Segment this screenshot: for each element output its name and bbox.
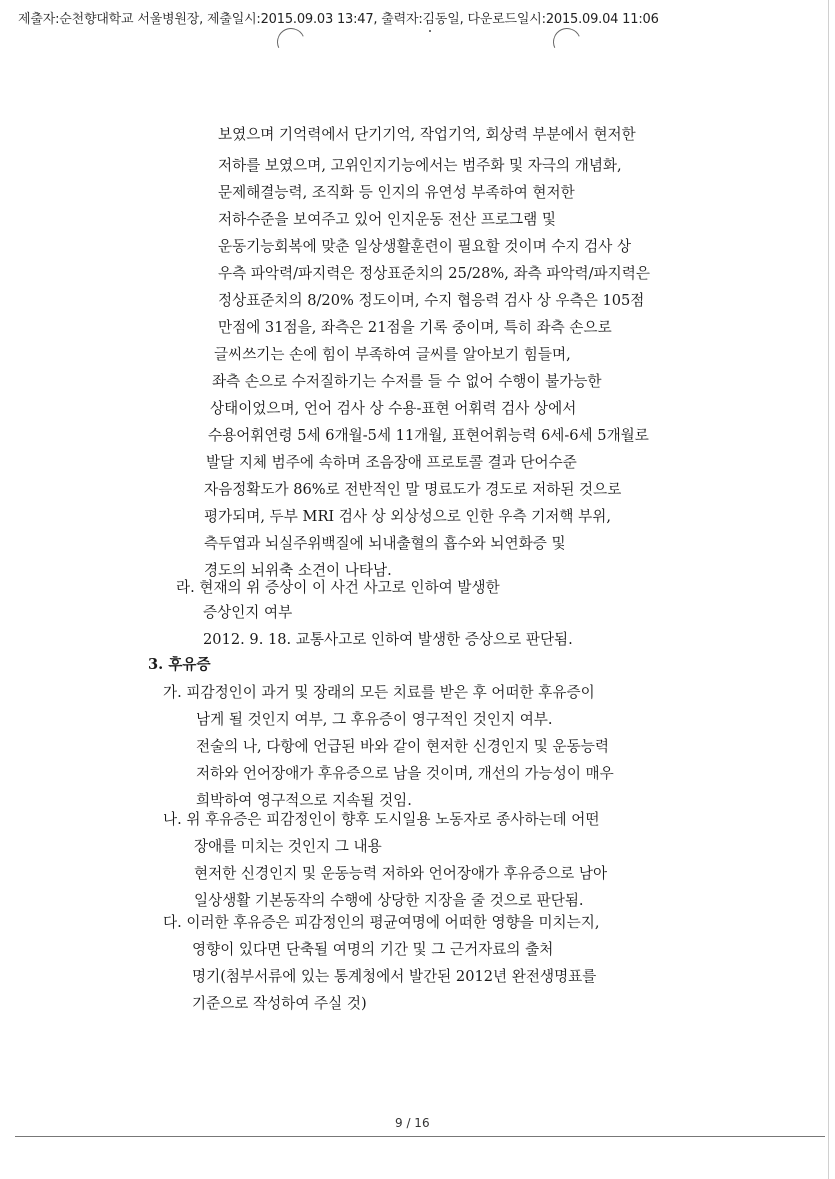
body-line: 운동기능회복에 맞춘 일상생활훈련이 필요할 것이며 수지 검사 상 — [218, 238, 632, 255]
punch-hole-mark — [549, 24, 585, 60]
body-line: 문제해결능력, 조직화 등 인지의 유연성 부족하여 현저한 — [218, 184, 575, 201]
body-line: 수용어휘연령 5세 6개월-5세 11개월, 표현어휘능력 6세-6세 5개월로 — [208, 427, 649, 444]
body-line: 보였으며 기억력에서 단기기억, 작업기억, 회상력 부분에서 현저한 — [218, 126, 636, 143]
item-ga-question: 남게 될 것인지 여부, 그 후유증이 영구적인 것인지 여부. — [196, 711, 553, 728]
item-da-question: 명기(첨부서류에 있는 통계청에서 발간된 2012년 완전생명표를 — [192, 968, 597, 985]
footer-rule — [15, 1136, 825, 1137]
body-line: 저하수준을 보여주고 있어 인지운동 전산 프로그램 및 — [218, 211, 556, 228]
item-ra-question: 증상인지 여부 — [203, 604, 293, 621]
body-line: 평가되며, 두부 MRI 검사 상 외상성으로 인한 우측 기저핵 부위, — [204, 508, 611, 525]
body-line: 상태이었으며, 언어 검사 상 수용-표현 어휘력 검사 상에서 — [210, 400, 577, 417]
item-na-answer: 현저한 신경인지 및 운동능력 저하와 언어장애가 후유증으로 남아 — [194, 865, 608, 882]
page-number: 9 / 16 — [395, 1116, 430, 1130]
scan-dot — [429, 30, 431, 32]
item-ra-answer: 2012. 9. 18. 교통사고로 인하여 발생한 증상으로 판단됨. — [203, 631, 573, 648]
item-ga-answer: 저하와 언어장애가 후유증으로 남을 것이며, 개선의 가능성이 매우 — [196, 765, 614, 782]
body-line: 글씨쓰기는 손에 힘이 부족하여 글씨를 알아보기 힘들며, — [214, 346, 571, 363]
item-da-question: 다. 이러한 후유증은 피감정인의 평균여명에 어떠한 영향을 미치는지, — [163, 914, 600, 931]
item-ga-answer: 전술의 나, 다항에 언급된 바와 같이 현저한 신경인지 및 운동능력 — [196, 738, 609, 755]
item-da-question: 기준으로 작성하여 주실 것) — [192, 995, 367, 1012]
section-title: 3. 후유증 — [148, 656, 211, 673]
body-line: 정상표준치의 8/20% 정도이며, 수지 협응력 검사 상 우측은 105점 — [218, 292, 645, 309]
submission-header: 제출자:순천향대학교 서울병원장, 제출일시:2015.09.03 13:47, 출력자:김동일, 다운로드일시:2015.09.04 11:06 — [18, 12, 659, 27]
page-edge — [828, 0, 829, 1179]
punch-hole-mark — [273, 24, 309, 60]
item-ra-question: 라. 현재의 위 증상이 이 사건 사고로 인하여 발생한 — [176, 579, 500, 596]
item-ga-answer: 희박하여 영구적으로 지속될 것임. — [196, 792, 412, 809]
body-line: 발달 지체 범주에 속하며 조음장애 프로토콜 결과 단어수준 — [206, 454, 577, 471]
body-line: 저하를 보였으며, 고위인지기능에서는 범주화 및 자극의 개념화, — [218, 157, 622, 174]
body-line: 측두엽과 뇌실주위백질에 뇌내출혈의 흡수와 뇌연화증 및 — [204, 535, 566, 552]
body-line: 경도의 뇌위축 소견이 나타남. — [204, 562, 392, 579]
item-na-question: 나. 위 후유증은 피감정인이 향후 도시일용 노동자로 종사하는데 어떤 — [163, 811, 600, 828]
body-line: 좌측 손으로 수저질하기는 수저를 들 수 없어 수행이 불가능한 — [212, 373, 602, 390]
body-line: 우측 파악력/파지력은 정상표준치의 25/28%, 좌측 파악력/파지력은 — [218, 265, 650, 282]
item-na-answer: 일상생활 기본동작의 수행에 상당한 지장을 줄 것으로 판단됨. — [194, 892, 584, 909]
item-ga-question: 가. 피감정인이 과거 및 장래의 모든 치료를 받은 후 어떠한 후유증이 — [163, 684, 595, 701]
body-line: 자음정확도가 86%로 전반적인 말 명료도가 경도로 저하된 것으로 — [204, 481, 622, 498]
item-da-question: 영향이 있다면 단축될 여명의 기간 및 그 근거자료의 출처 — [192, 941, 554, 958]
item-na-question: 장애를 미치는 것인지 그 내용 — [194, 838, 382, 855]
body-line: 만점에 31점을, 좌측은 21점을 기록 중이며, 특히 좌측 손으로 — [218, 319, 612, 336]
